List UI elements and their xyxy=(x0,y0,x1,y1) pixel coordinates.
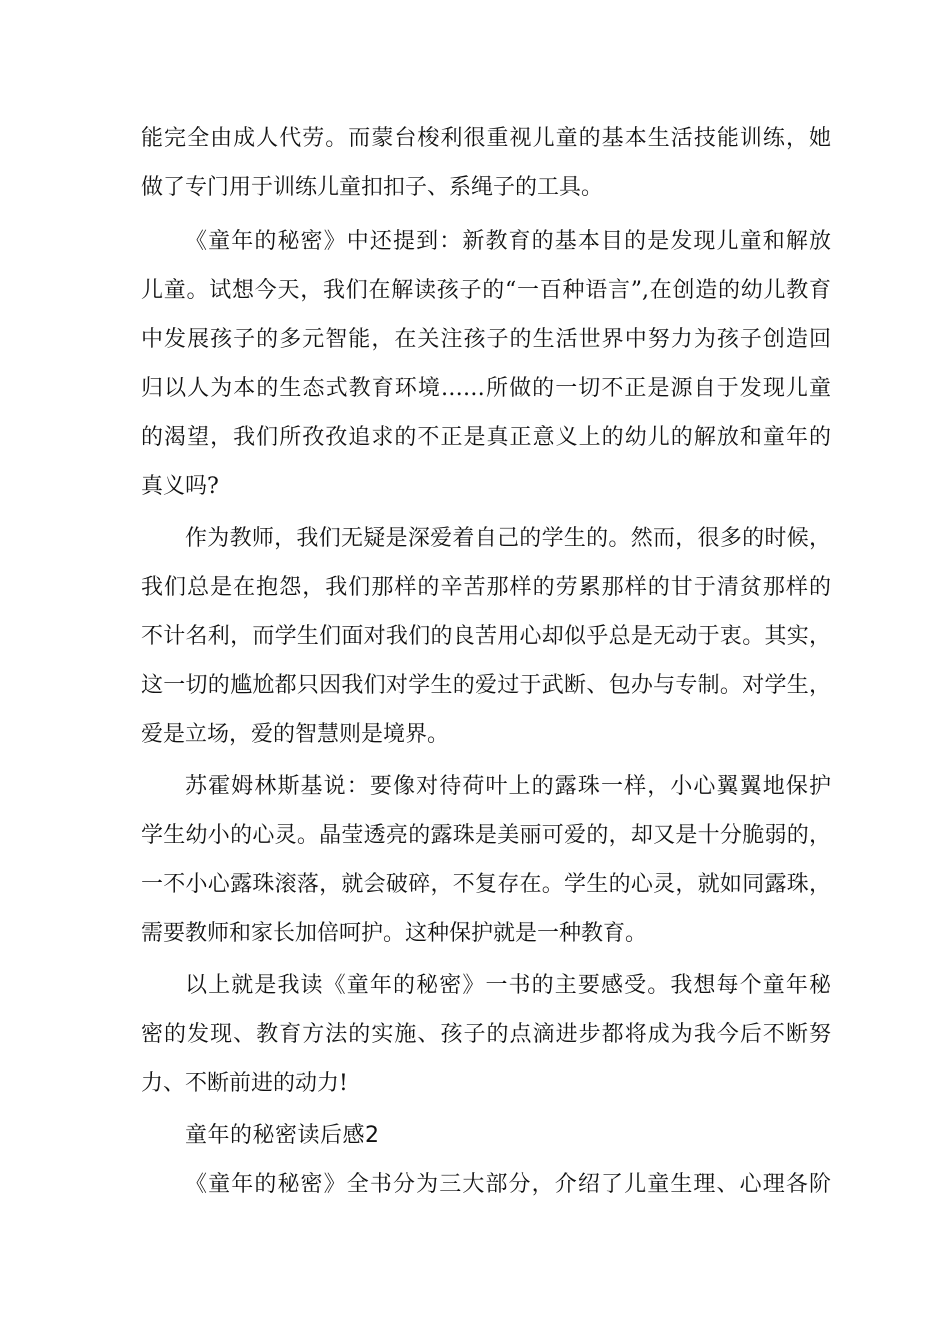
paragraph-line: 需要教师和家长加倍呵护。这种保护就是一种教育。 xyxy=(141,921,648,946)
paragraph-line: 密的发现、教育方法的实施、孩子的点滴进步都将成为我今后不断努 xyxy=(141,1022,831,1047)
paragraph-line: 爱是立场，爱的智慧则是境界。 xyxy=(141,722,450,747)
paragraph-line: 的渴望，我们所孜孜追求的不正是真正意义上的幼儿的解放和童年的 xyxy=(141,425,831,450)
paragraph-line: 归以人为本的生态式教育环境……所做的一切不正是源自于发现儿童 xyxy=(141,376,831,401)
paragraph-line: 真义吗? xyxy=(141,474,219,499)
paragraph-line: 力、不断前进的动力! xyxy=(141,1071,348,1096)
paragraph-line: 我们总是在抱怨，我们那样的辛苦那样的劳累那样的甘于清贫那样的 xyxy=(141,575,831,600)
paragraph-line: 不计名利，而学生们面对我们的良苦用心却似乎总是无动于衷。其实， xyxy=(141,624,831,649)
section-heading: 童年的秘密读后感2 xyxy=(185,1123,380,1148)
paragraph-line: 学生幼小的心灵。晶莹透亮的露珠是美丽可爱的，却又是十分脆弱的， xyxy=(141,823,831,848)
paragraph-line: 苏霍姆林斯基说：要像对待荷叶上的露珠一样，小心翼翼地保护 xyxy=(185,774,831,799)
paragraph-line: 能完全由成人代劳。而蒙台梭利很重视儿童的基本生活技能训练，她 xyxy=(141,126,831,151)
paragraph-line: 中发展孩子的多元智能，在关注孩子的生活世界中努力为孩子创造回 xyxy=(141,327,831,352)
paragraph-line: 做了专门用于训练儿童扣扣子、系绳子的工具。 xyxy=(141,175,604,200)
paragraph-line: 一不小心露珠滚落，就会破碎，不复存在。学生的心灵，就如同露珠， xyxy=(141,872,831,897)
paragraph-line: 作为教师，我们无疑是深爱着自己的学生的。然而，很多的时候， xyxy=(185,526,831,551)
paragraph-line: 这一切的尴尬都只因我们对学生的爱过于武断、包办与专制。对学生， xyxy=(141,673,831,698)
paragraph-line: 儿童。试想今天，我们在解读孩子的“一百种语言”,在创造的幼儿教育 xyxy=(141,278,831,303)
paragraph-line: 《童年的秘密》中还提到：新教育的基本目的是发现儿童和解放 xyxy=(185,229,831,254)
paragraph-line: 以上就是我读《童年的秘密》一书的主要感受。我想每个童年秘 xyxy=(185,973,831,998)
paragraph-line: 《童年的秘密》全书分为三大部分，介绍了儿童生理、心理各阶 xyxy=(185,1172,831,1197)
